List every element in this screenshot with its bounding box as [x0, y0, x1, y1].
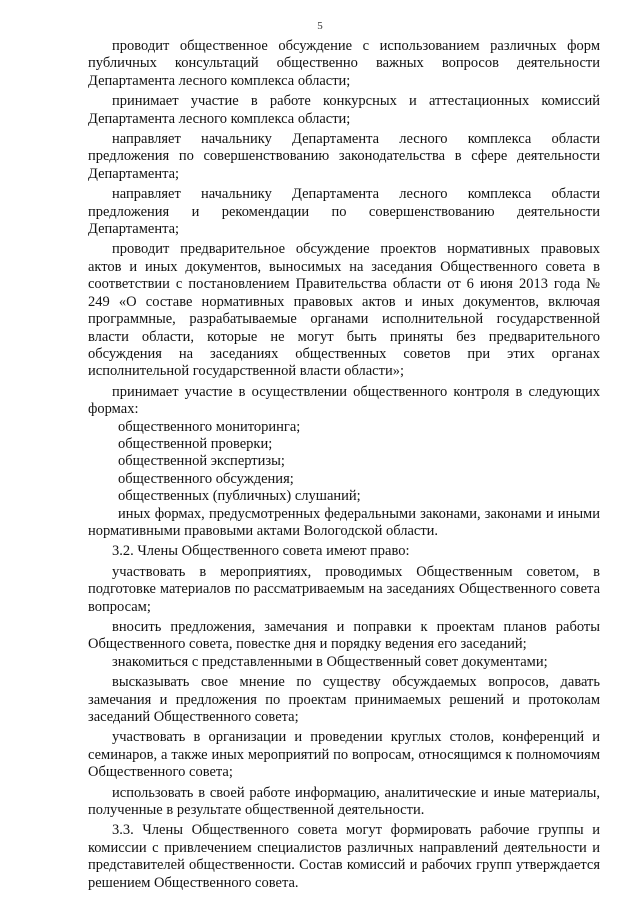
list-item-discussion: общественного обсуждения; [118, 470, 294, 487]
paragraph-preliminary-discussion: проводит предварительное обсуждение проектов нормативных правовых актов и иных документов, выносимых на заседания Общественного совета в соответствии с постановлением Правительства области от 6 июня 2013 года № 249 «О составе нормативных правовых актов и иных документов, включая программные, разрабатываемые органами исполнительной государственной власти области, которые не могут быть приняты без предварительного обсуждения на заседаниях общественных советов при этих органах исполнительной государственной власти области»; [88, 241, 600, 380]
section-3-2-heading: 3.2. Члены Общественного совета имеют право: [112, 543, 410, 560]
list-item-inspection: общественной проверки; [118, 435, 273, 452]
list-item-hearings: общественных (публичных) слушаний; [118, 488, 361, 505]
document-body [88, 38, 600, 892]
paragraph-commissions: принимает участие в работе конкурсных и аттестационных комиссий Департамента лесного комплекса области; [88, 93, 600, 127]
paragraph-round-tables: участвовать в организации и проведении круглых столов, конференций и семинаров, а также иных мероприятий по вопросам, относящимся к полномочиям Общественного совета; [88, 729, 600, 781]
paragraph-review-documents: знакомиться с представленными в Общественный совет документами; [112, 653, 548, 670]
paragraph-submit-proposals: вносить предложения, замечания и поправки к проектам планов работы Общественного совета, повестке дня и порядку ведения его заседаний; [88, 619, 600, 653]
paragraph-activity-proposals: направляет начальнику Департамента лесного комплекса области предложения и рекомендации по совершенствованию деятельности Департамента; [88, 186, 600, 238]
section-3-3-paragraph: 3.3. Члены Общественного совета могут формировать рабочие группы и комиссии с привлечением специалистов различных направлений деятельности и представителей общественности. Состав комиссий и рабочих групп утверждается решением Общественного совета. [88, 822, 600, 891]
paragraph-public-discussion: проводит общественное обсуждение с использованием различных форм публичных консультаций общественно важных вопросов деятельности Департамента лесного комплекса области; [88, 38, 600, 89]
list-item-other-forms: иных формах, предусмотренных федеральными законами, законами и иными нормативными правовыми актами Вологодской области. [88, 505, 600, 539]
paragraph-express-opinion: высказывать свое мнение по существу обсуждаемых вопросов, давать замечания и предложения по проектам принимаемых решений и протоколам заседаний Общественного совета; [88, 674, 600, 726]
page-number: 5 [317, 20, 323, 32]
list-item-expertise: общественной экспертизы; [118, 453, 285, 470]
paragraph-public-control: принимает участие в осуществлении общественного контроля в следующих формах: [88, 383, 600, 418]
paragraph-use-information: использовать в своей работе информацию, аналитические и иные материалы, полученные в результате общественной деятельности. [88, 784, 600, 819]
list-item-monitoring: общественного мониторинга; [118, 418, 301, 435]
paragraph-participate: участвовать в мероприятиях, проводимых Общественным советом, в подготовке материалов по рассматриваемым на заседаниях Общественного совета вопросам; [88, 563, 600, 615]
paragraph-legislation-proposals: направляет начальнику Департамента лесного комплекса области предложения по совершенствованию законодательства в сфере деятельности Департамента; [88, 131, 600, 182]
